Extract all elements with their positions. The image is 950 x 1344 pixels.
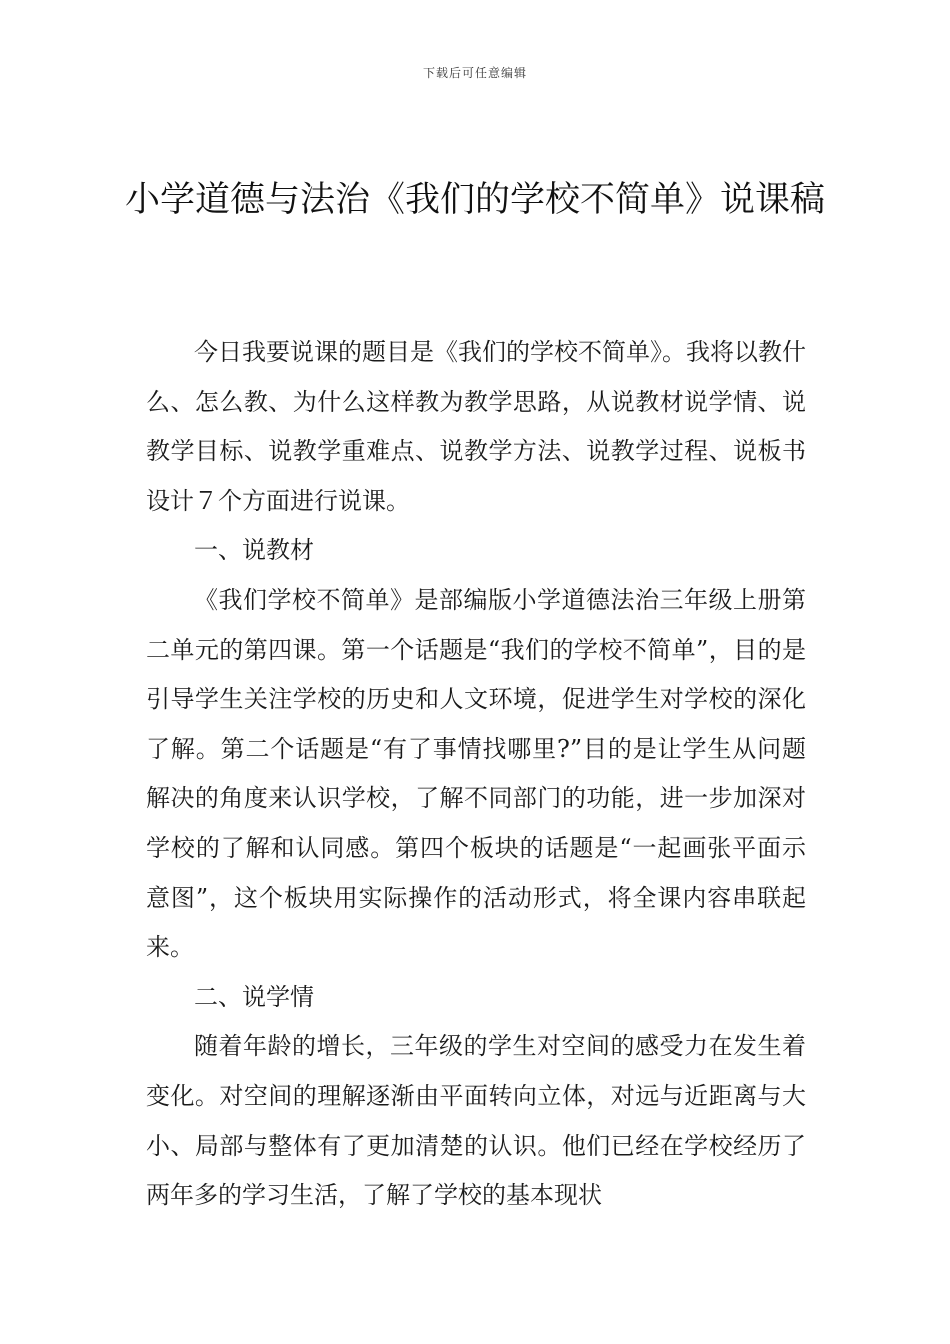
document-title: 小学道德与法治《我们的学校不简单》说课稿 <box>124 180 825 220</box>
section-heading-students: 二、说学情 <box>194 982 314 1011</box>
paragraph-intro: 今日我要说课的题目是《我们的学校不简单》。我将以教什么、怎么教、为什么这样教为教学思路，从说教材说学情、说教学目标、说教学重难点、说教学方法、说教学过程、说板书设计７个方面进行说课。 <box>146 338 806 515</box>
document-body <box>146 328 806 1221</box>
paragraph-textbook: 《我们学校不简单》是部编版小学道德法治三年级上册第二单元的第四课。第一个话题是“我们的学校不简单”，目的是引导学生关注学校的历史和人文环境，促进学生对学校的深化了解。第二个话题是“有了事情找哪里?”目的是让学生从问题解决的角度来认识学校，了解不同部门的功能，进一步加深对学校的了解和认同感。第四个板块的话题是“一起画张平面示意图”，这个板块用实际操作的活动形式，将全课内容串联起来。 <box>146 585 806 962</box>
paragraph-students: 随着年龄的增长，三年级的学生对空间的感受力在发生着变化。对空间的理解逐渐由平面转向立体，对远与近距离与大小、局部与整体有了更加清楚的认识。他们已经在学校经历了两年多的学习生活，了解了学校的基本现状 <box>146 1032 806 1210</box>
section-heading-textbook: 一、说教材 <box>194 536 314 565</box>
header-note: 下载后可任意编辑 <box>422 66 527 80</box>
